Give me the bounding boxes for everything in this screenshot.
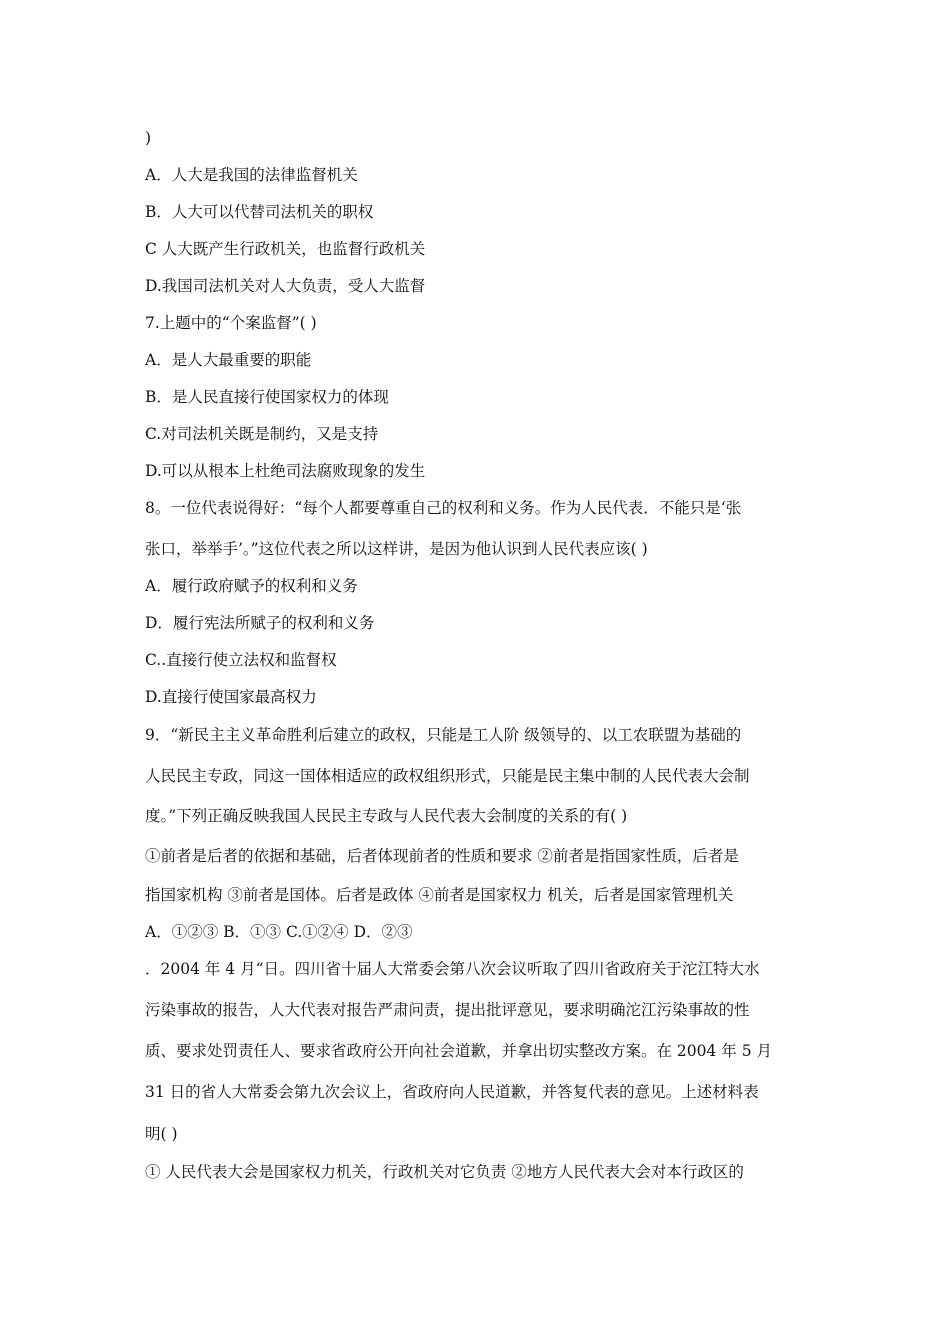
text-line: 人民民主专政，同这一国体相适应的政权组织形式，只能是民主集中制的人民代表大会制 [145,767,750,785]
text-line: 污染事故的报告，人大代表对报告严肃问责，提出批评意见，要求明确沱江污染事故的性 [145,1001,750,1019]
text-line: D.可以从根本上杜绝司法腐败现象的发生 [145,462,426,480]
text-line: D.我国司法机关对人大负责，受人大监督 [145,277,426,295]
text-line: B．是人民直接行使国家权力的体现 [145,388,389,406]
text-line: C..直接行使立法权和监督权 [145,651,337,669]
text-line: D．履行宪法所赋子的权利和义务 [145,614,375,632]
text-line: 指国家机构 ③前者是国体。后者是政体 ④前者是国家权力 机关，后者是国家管理机关 [145,886,734,904]
text-line: B．人大可以代替司法机关的职权 [145,203,374,221]
text-line: 质、要求处罚责任人、要求省政府公开向社会道歉，并拿出切实整改方案。在 2004 年 5 月 [145,1042,773,1060]
text-line: ) [145,129,152,147]
text-line: D.直接行使国家最高权力 [145,688,317,706]
text-line: A．履行政府赋予的权利和义务 [145,577,358,595]
text-line: A．①②③ B．①③ C.①②④ D．②③ [145,923,413,941]
text-line: C.对司法机关既是制约，又是支持 [145,425,379,443]
text-line: 9．“新民主主义革命胜利后建立的政权，只能是工人阶 级领导的、以工农联盟为基础的 [145,726,742,744]
text-line: ．2004 年 4 月“日。四川省十届人大常委会第八次会议听取了四川省政府关于沱江特大水 [145,960,760,978]
text-line: ①前者是后者的依据和基础，后者体现前者的性质和要求 ②前者是指国家性质，后者是 [145,847,739,865]
text-line: C 人大既产生行政机关，也监督行政机关 [145,240,426,258]
text-line: A．是人大最重要的职能 [145,351,312,369]
text-line: 度。”下列正确反映我国人民民主专政与人民代表大会制度的关系的有( ) [145,807,628,825]
text-line: 明( ) [145,1125,178,1143]
text-line: 张口，举举手’。”这位代表之所以这样讲，是因为他认识到人民代表应该( ) [145,540,648,558]
text-line: ① 人民代表大会是国家权力机关，行政机关对它负责 ②地方人民代表大会对本行政区的 [145,1163,744,1181]
text-line: A．人大是我国的法律监督机关 [145,166,358,184]
text-line: 31 日的省人大常委会第九次会议上，省政府向人民道歉，并答复代表的意见。上述材料表 [145,1083,759,1101]
text-line: 8。一位代表说得好：“每个人都要尊重自己的权利和义务。作为人民代表．不能只是‘张 [145,499,742,517]
text-line: 7.上题中的“个案监督”( ) [145,314,317,332]
